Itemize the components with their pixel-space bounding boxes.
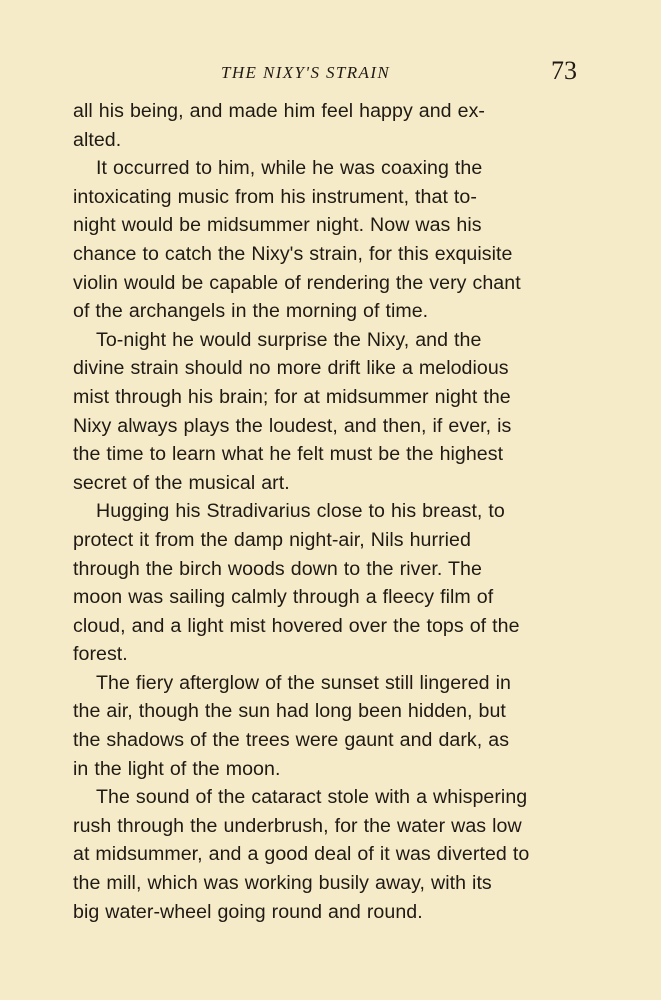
text-line: in the light of the moon. — [73, 757, 281, 780]
text-line: mist through his brain; for at midsummer night the — [73, 385, 511, 408]
text-line: the mill, which was working busily away, with its — [73, 872, 492, 895]
text-line: intoxicating music from his instrument, that to- — [73, 185, 477, 208]
text-block — [73, 97, 578, 926]
paragraph-3 — [73, 326, 578, 498]
paragraph-5 — [73, 669, 578, 783]
text-line: the shadows of the trees were gaunt and dark, as — [73, 729, 510, 752]
text-line: To-night he would surprise the Nixy, and the — [96, 328, 482, 351]
text-line: The fiery afterglow of the sunset still lingered in — [96, 671, 511, 694]
text-line: forest. — [73, 643, 128, 666]
text-line: protect it from the damp night-air, Nils hurried — [73, 528, 471, 551]
text-line: night would be midsummer night. Now was his — [73, 214, 482, 237]
text-line: big water-wheel going round and round. — [73, 900, 423, 923]
text-line: Hugging his Stradivarius close to his breast, to — [96, 500, 505, 523]
text-line: divine strain should no more drift like a melodious — [73, 357, 509, 380]
text-line: through the birch woods down to the river. The — [73, 557, 482, 580]
paragraph-1 — [73, 97, 578, 154]
text-line: cloud, and a light mist hovered over the tops of the — [73, 614, 520, 637]
text-line: all his being, and made him feel happy and ex- — [73, 100, 485, 122]
text-line: rush through the underbrush, for the water was low — [73, 814, 522, 837]
text-line: The sound of the cataract stole with a whispering — [96, 786, 528, 809]
running-title: THE NIXY'S STRAIN — [221, 63, 391, 82]
text-line: alted. — [73, 128, 122, 151]
text-line: secret of the musical art. — [73, 471, 290, 494]
text-line: at midsummer, and a good deal of it was diverted to — [73, 843, 530, 866]
paragraph-4 — [73, 497, 578, 669]
text-line: It occurred to him, while he was coaxing the — [96, 157, 483, 180]
running-head — [0, 58, 661, 94]
text-line: the air, though the sun had long been hidden, but — [73, 700, 506, 723]
page-number: 73 — [551, 56, 577, 85]
text-line: chance to catch the Nixy's strain, for this exquisite — [73, 242, 513, 265]
text-line: moon was sailing calmly through a fleecy film of — [73, 586, 494, 609]
paragraph-2 — [73, 154, 578, 326]
paragraph-6 — [73, 783, 578, 926]
text-line: Nixy always plays the loudest, and then, if ever, is — [73, 414, 512, 437]
text-line: of the archangels in the morning of time. — [73, 300, 429, 323]
text-line: the time to learn what he felt must be the highest — [73, 443, 504, 466]
text-line: violin would be capable of rendering the very chant — [73, 271, 521, 294]
